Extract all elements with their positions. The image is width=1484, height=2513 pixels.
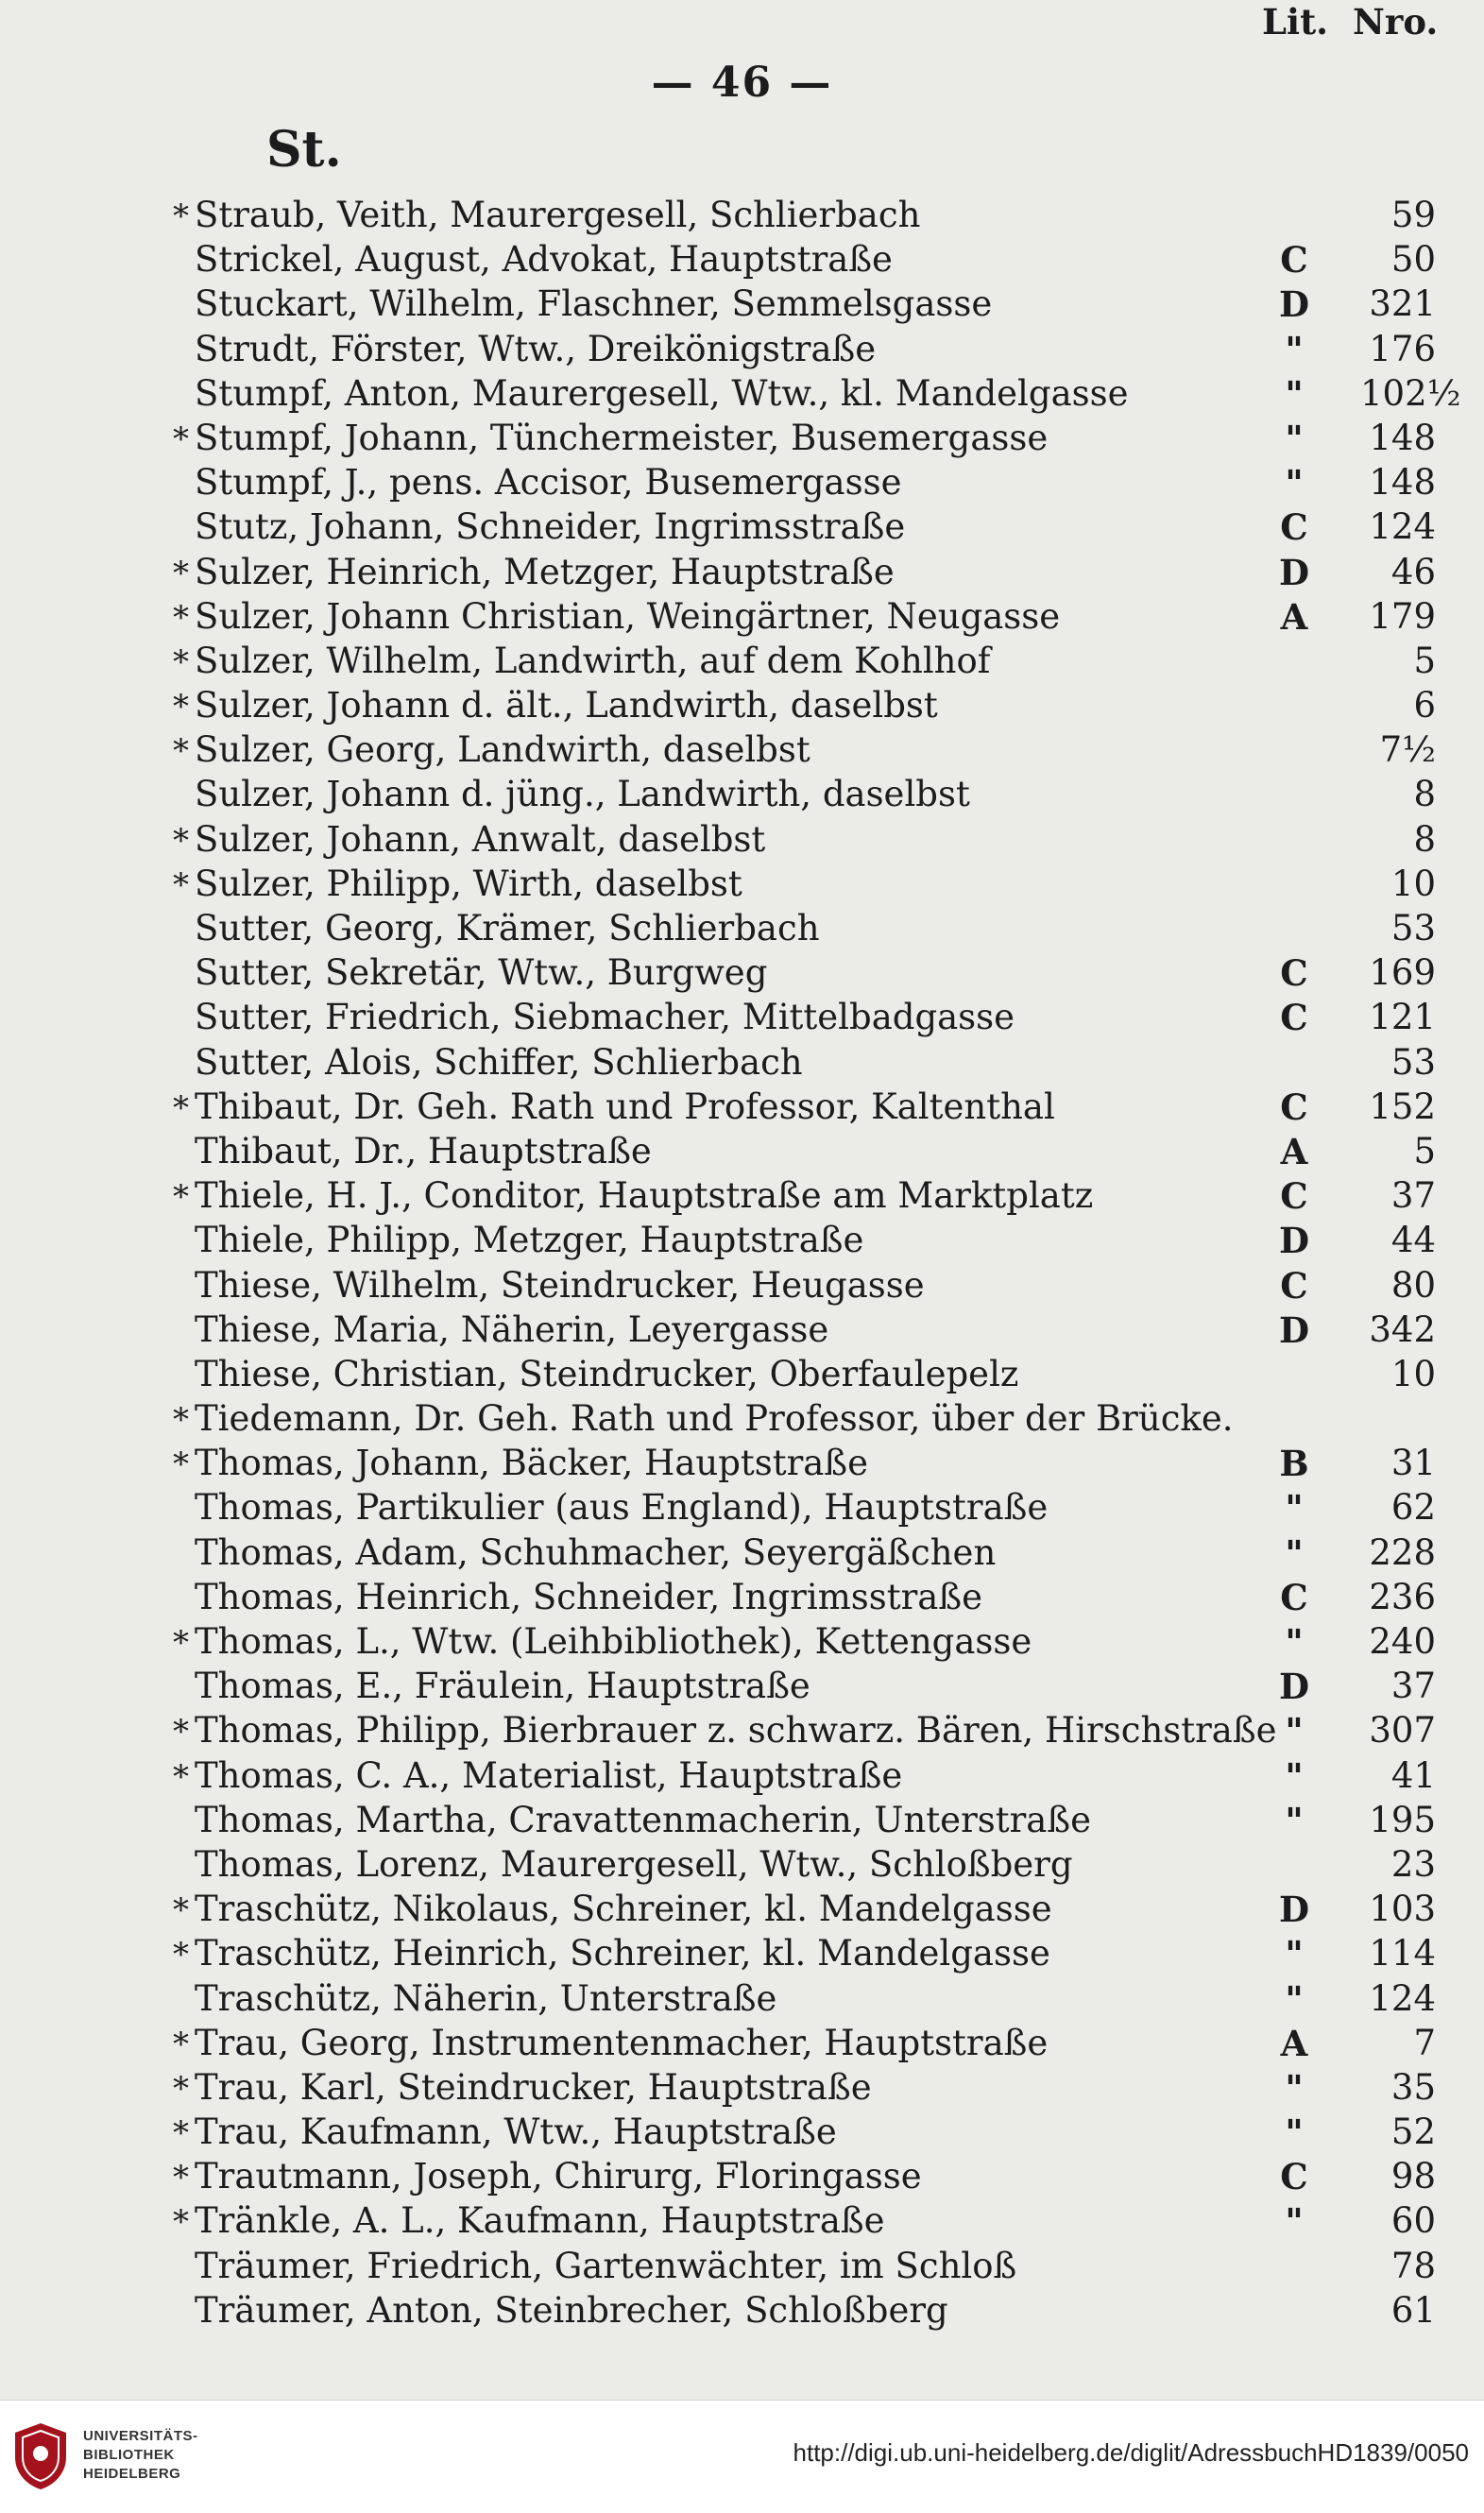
- entry-star-marker: *: [173, 2203, 189, 2242]
- list-item: [0, 907, 1484, 951]
- list-item: [0, 1531, 1484, 1576]
- list-item: [0, 328, 1484, 372]
- column-header-lit: Lit.: [1262, 1, 1329, 43]
- entry-nro: 228: [1369, 1531, 1436, 1573]
- entry-star-marker: *: [173, 732, 189, 771]
- entry-nro: 8: [1413, 774, 1436, 815]
- list-item: [0, 1843, 1484, 1888]
- entry-lit: A: [1280, 1130, 1308, 1172]
- entry-star-marker: *: [173, 2025, 189, 2063]
- entry-lit: ": [1285, 1621, 1304, 1663]
- entry-nro: 31: [1390, 1443, 1436, 1484]
- entry-star-marker: *: [173, 1624, 189, 1662]
- entry-star-marker: *: [173, 865, 189, 904]
- entry-nro: 240: [1369, 1621, 1436, 1662]
- entry-nro: 307: [1369, 1710, 1436, 1752]
- entry-nro: 41: [1390, 1754, 1436, 1796]
- entry-nro: 124: [1369, 506, 1436, 548]
- list-item: [0, 640, 1484, 684]
- entry-text: Sulzer, Georg, Landwirth, daselbst: [195, 729, 810, 771]
- list-item: [0, 684, 1484, 728]
- entry-nro: 35: [1390, 2066, 1436, 2108]
- entry-text: Thibaut, Dr., Hauptstraße: [195, 1130, 652, 1171]
- list-item: [0, 238, 1484, 282]
- entry-text: Tiedemann, Dr. Geh. Rath und Professor, über der Brücke.: [195, 1398, 1234, 1440]
- entry-text: Stutz, Johann, Schneider, Ingrimsstraße: [195, 506, 906, 548]
- entry-nro: 195: [1369, 1799, 1436, 1840]
- list-item: [0, 1709, 1484, 1753]
- list-item: [0, 863, 1484, 907]
- list-item: [0, 2022, 1484, 2066]
- entry-text: Sulzer, Johann Christian, Weingärtner, Neugasse: [195, 595, 1061, 637]
- entry-nro: 80: [1390, 1264, 1436, 1306]
- library-name-line3: HEIDELBERG: [83, 2466, 181, 2482]
- entry-star-marker: *: [173, 554, 189, 592]
- list-item: [0, 2066, 1484, 2111]
- entry-text: Strudt, Förster, Wtw., Dreikönigstraße: [195, 328, 877, 369]
- list-item: [0, 1486, 1484, 1530]
- entry-lit: C: [1280, 952, 1308, 995]
- entry-nro: 179: [1369, 595, 1436, 637]
- entry-nro: 78: [1390, 2245, 1436, 2286]
- list-item: [0, 461, 1484, 505]
- entry-lit: C: [1280, 1264, 1308, 1307]
- entry-nro: 37: [1390, 1175, 1436, 1217]
- directory-entries: [0, 194, 1484, 2334]
- entry-nro: 102½: [1360, 372, 1461, 414]
- list-item: [0, 2199, 1484, 2244]
- entry-lit: C: [1280, 997, 1308, 1039]
- entry-text: Stumpf, J., pens. Accisor, Busemergasse: [195, 462, 902, 504]
- entry-nro: 37: [1390, 1666, 1436, 1707]
- entry-text: Sutter, Sekretär, Wtw., Burgweg: [195, 952, 768, 994]
- list-item: [0, 773, 1484, 817]
- entry-lit: ": [1285, 2066, 1304, 2109]
- entry-text: Thomas, L., Wtw. (Leihbibliothek), Kettengasse: [195, 1621, 1032, 1662]
- list-item: [0, 1932, 1484, 1976]
- entry-text: Thomas, Heinrich, Schneider, Ingrimsstraße: [195, 1576, 982, 1617]
- entry-lit: D: [1278, 1308, 1310, 1351]
- entry-text: Stumpf, Johann, Tünchermeister, Busemergasse: [195, 417, 1049, 458]
- list-item: [0, 595, 1484, 640]
- entry-text: Thomas, Lorenz, Maurergesell, Wtw., Schloßberg: [195, 1843, 1073, 1885]
- entry-star-marker: *: [173, 1891, 189, 1930]
- list-item: [0, 2155, 1484, 2199]
- entry-lit: D: [1278, 283, 1310, 326]
- entry-lit: ": [1285, 1710, 1304, 1752]
- entry-text: Trautmann, Joseph, Chirurg, Floringasse: [195, 2156, 922, 2197]
- list-item: [0, 1754, 1484, 1799]
- entry-nro: 148: [1369, 462, 1436, 504]
- entry-text: Thomas, Partikulier (aus England), Hauptstraße: [195, 1487, 1049, 1529]
- entry-nro: 169: [1369, 952, 1436, 994]
- entry-lit: C: [1280, 1576, 1308, 1618]
- entry-text: Traschütz, Näherin, Unterstraße: [195, 1977, 777, 2019]
- entry-text: Thiese, Christian, Steindrucker, Oberfaulepelz: [195, 1353, 1019, 1394]
- entry-star-marker: *: [173, 197, 189, 235]
- entry-star-marker: *: [173, 821, 189, 860]
- entry-nro: 60: [1390, 2200, 1436, 2242]
- entry-lit: ": [1285, 328, 1304, 370]
- entry-lit: A: [1280, 595, 1308, 638]
- entry-lit: ": [1285, 372, 1304, 415]
- column-header-nro: Nro.: [1353, 1, 1439, 43]
- entry-star-marker: *: [173, 1936, 189, 1974]
- entry-star-marker: *: [173, 642, 189, 681]
- list-item: [0, 2111, 1484, 2155]
- entry-nro: 23: [1390, 1843, 1436, 1885]
- list-item: [0, 818, 1484, 863]
- list-item: [0, 1130, 1484, 1174]
- entry-nro: 62: [1390, 1487, 1436, 1529]
- entry-text: Stumpf, Anton, Maurergesell, Wtw., kl. Mandelgasse: [195, 372, 1129, 414]
- entry-nro: 52: [1390, 2111, 1436, 2153]
- university-seal-icon: [11, 2421, 70, 2491]
- entry-lit: C: [1280, 239, 1308, 282]
- list-item: [0, 1264, 1484, 1308]
- entry-star-marker: *: [173, 419, 189, 458]
- entry-lit: ": [1285, 1754, 1304, 1797]
- entry-lit: ": [1285, 1799, 1304, 1841]
- entry-lit: ": [1285, 1531, 1304, 1574]
- entry-nro: 59: [1390, 195, 1436, 235]
- entry-text: Thomas, Johann, Bäcker, Hauptstraße: [195, 1443, 868, 1484]
- entry-text: Thomas, Philipp, Bierbrauer z. schwarz. Bären, Hirschstraße: [195, 1710, 1277, 1752]
- entry-nro: 114: [1369, 1933, 1436, 1974]
- entry-nro: 7½: [1379, 729, 1436, 771]
- footer-bar: [0, 2400, 1484, 2513]
- entry-star-marker: *: [173, 1757, 189, 1796]
- list-item: [0, 2245, 1484, 2289]
- entry-star-marker: *: [173, 1445, 189, 1484]
- entry-text: Thiele, H. J., Conditor, Hauptstraße am Marktplatz: [195, 1175, 1094, 1217]
- entry-text: Thibaut, Dr. Geh. Rath und Professor, Kaltenthal: [195, 1086, 1055, 1127]
- entry-star-marker: *: [173, 1088, 189, 1127]
- entry-lit: A: [1280, 2022, 1308, 2064]
- entry-text: Träumer, Anton, Steinbrecher, Schloßberg: [195, 2289, 948, 2331]
- entry-nro: 98: [1390, 2156, 1436, 2197]
- entry-star-marker: *: [173, 598, 189, 637]
- entry-nro: 10: [1390, 1353, 1436, 1394]
- entry-text: Trau, Kaufmann, Wtw., Hauptstraße: [195, 2111, 837, 2153]
- entry-text: Thiese, Maria, Näherin, Leyergasse: [195, 1308, 829, 1350]
- list-item: [0, 1174, 1484, 1219]
- entry-text: Traschütz, Nikolaus, Schreiner, kl. Mandelgasse: [195, 1889, 1052, 1930]
- entry-lit: ": [1285, 462, 1304, 504]
- list-item: [0, 1977, 1484, 2022]
- entry-lit: ": [1285, 2200, 1304, 2243]
- list-item: [0, 551, 1484, 595]
- list-item: [0, 505, 1484, 550]
- list-item: [0, 1219, 1484, 1263]
- entry-nro: 53: [1390, 908, 1436, 949]
- entry-lit: ": [1285, 1933, 1304, 1975]
- entry-text: Sulzer, Johann d. ält., Landwirth, daselbst: [195, 685, 938, 727]
- list-item: [0, 2289, 1484, 2334]
- entry-star-marker: *: [173, 1713, 189, 1752]
- entry-text: Sutter, Georg, Krämer, Schlierbach: [195, 908, 820, 949]
- entry-text: Sulzer, Johann d. jüng., Landwirth, daselbst: [195, 774, 970, 815]
- entry-text: Thomas, Adam, Schuhmacher, Seyergäßchen: [195, 1531, 997, 1573]
- entry-nro: 53: [1390, 1041, 1436, 1083]
- entry-text: Strickel, August, Advokat, Hauptstraße: [195, 239, 893, 281]
- entry-text: Sulzer, Philipp, Wirth, daselbst: [195, 863, 742, 904]
- entry-lit: ": [1285, 1977, 1304, 2020]
- entry-text: Stuckart, Wilhelm, Flaschner, Semmelsgasse: [195, 283, 993, 325]
- entry-text: Straub, Veith, Maurergesell, Schlierbach: [195, 195, 921, 235]
- list-item: [0, 1442, 1484, 1486]
- entry-nro: 342: [1369, 1308, 1436, 1350]
- entry-lit: ": [1285, 417, 1304, 459]
- list-item: [0, 417, 1484, 461]
- entry-lit: C: [1280, 506, 1308, 549]
- entry-star-marker: *: [173, 2159, 189, 2197]
- list-item: [0, 1353, 1484, 1397]
- list-item: [0, 1665, 1484, 1709]
- entry-nro: 124: [1369, 1977, 1436, 2019]
- entry-star-marker: *: [173, 1401, 189, 1440]
- page-number: — 46 —: [651, 59, 833, 107]
- entry-nro: 148: [1369, 417, 1436, 458]
- list-item: [0, 282, 1484, 327]
- entry-nro: 236: [1369, 1576, 1436, 1617]
- entry-text: Thomas, C. A., Materialist, Hauptstraße: [195, 1754, 903, 1796]
- entry-text: Thiese, Wilhelm, Steindrucker, Heugasse: [195, 1264, 925, 1306]
- library-name-line2: BIBLIOTHEK: [83, 2447, 175, 2463]
- list-item: [0, 1620, 1484, 1665]
- entry-text: Traschütz, Heinrich, Schreiner, kl. Mandelgasse: [195, 1933, 1050, 1974]
- entry-lit: B: [1279, 1443, 1309, 1485]
- list-item: [0, 1576, 1484, 1620]
- list-item: [0, 1308, 1484, 1353]
- entry-lit: C: [1280, 1086, 1308, 1128]
- list-item: [0, 1041, 1484, 1086]
- entry-nro: 8: [1413, 818, 1436, 860]
- entry-lit: ": [1285, 2111, 1304, 2154]
- entry-nro: 44: [1390, 1220, 1436, 1261]
- entry-nro: 321: [1369, 283, 1436, 325]
- list-item: [0, 1397, 1484, 1442]
- list-item: [0, 1888, 1484, 1932]
- entry-nro: 6: [1413, 685, 1436, 727]
- entry-nro: 103: [1369, 1889, 1436, 1930]
- entry-nro: 46: [1390, 551, 1436, 592]
- entry-lit: C: [1280, 1175, 1308, 1218]
- entry-nro: 5: [1413, 1130, 1436, 1171]
- entry-text: Thiele, Philipp, Metzger, Hauptstraße: [195, 1220, 864, 1261]
- entry-nro: 61: [1390, 2289, 1436, 2331]
- library-name-line1: UNIVERSITÄTS-: [83, 2428, 198, 2444]
- entry-nro: 7: [1413, 2022, 1436, 2063]
- list-item: [0, 1086, 1484, 1130]
- section-heading: St.: [266, 121, 342, 179]
- entry-text: Sulzer, Heinrich, Metzger, Hauptstraße: [195, 551, 895, 592]
- library-name: [83, 2427, 198, 2484]
- entry-nro: 176: [1369, 328, 1436, 369]
- list-item: [0, 951, 1484, 996]
- entry-text: Tränkle, A. L., Kaufmann, Hauptstraße: [195, 2200, 885, 2242]
- entry-star-marker: *: [173, 2069, 189, 2108]
- entry-lit: ": [1285, 1487, 1304, 1530]
- entry-lit: D: [1278, 1220, 1310, 1262]
- entry-text: Thomas, Martha, Cravattenmacherin, Unterstraße: [195, 1799, 1091, 1840]
- entry-lit: D: [1278, 1666, 1310, 1708]
- entry-nro: 121: [1369, 997, 1436, 1038]
- list-item: [0, 728, 1484, 773]
- entry-nro: 50: [1390, 239, 1436, 281]
- entry-nro: 5: [1413, 640, 1436, 681]
- entry-star-marker: *: [173, 2114, 189, 2153]
- entry-lit: C: [1280, 2156, 1308, 2198]
- entry-text: Trau, Karl, Steindrucker, Hauptstraße: [195, 2066, 872, 2108]
- entry-text: Träumer, Friedrich, Gartenwächter, im Schloß: [195, 2245, 1017, 2286]
- entry-nro: 10: [1390, 863, 1436, 904]
- entry-text: Sulzer, Wilhelm, Landwirth, auf dem Kohlhof: [195, 640, 991, 681]
- list-item: [0, 372, 1484, 417]
- entry-star-marker: *: [173, 688, 189, 727]
- entry-nro: 152: [1369, 1086, 1436, 1127]
- permalink-url[interactable]: http://digi.ub.uni-heidelberg.de/diglit/AdressbuchHD1839/0050: [793, 2438, 1469, 2467]
- entry-text: Trau, Georg, Instrumentenmacher, Hauptstraße: [195, 2022, 1049, 2063]
- list-item: [0, 1799, 1484, 1843]
- entry-lit: D: [1278, 551, 1310, 593]
- entry-text: Sutter, Alois, Schiffer, Schlierbach: [195, 1041, 803, 1083]
- entry-lit: D: [1278, 1889, 1310, 1931]
- list-item: [0, 194, 1484, 238]
- entry-text: Sulzer, Johann, Anwalt, daselbst: [195, 818, 766, 860]
- entry-star-marker: *: [173, 1178, 189, 1217]
- entry-text: Sutter, Friedrich, Siebmacher, Mittelbadgasse: [195, 997, 1015, 1038]
- entry-text: Thomas, E., Fräulein, Hauptstraße: [195, 1666, 810, 1707]
- list-item: [0, 996, 1484, 1040]
